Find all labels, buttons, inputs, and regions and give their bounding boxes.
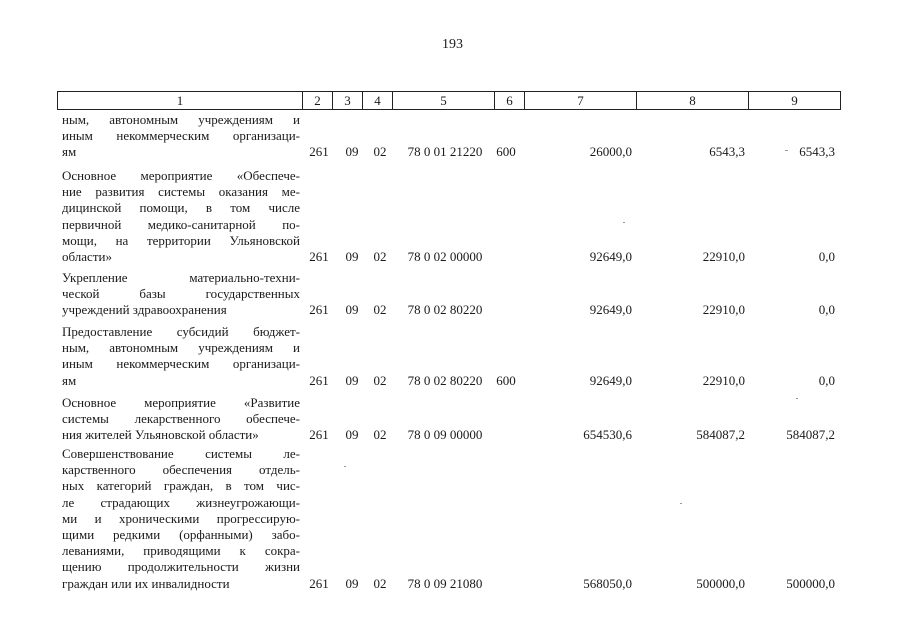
description-line: первичной медико-санитарной по-	[62, 216, 300, 232]
amount-col9: 6543,3	[799, 144, 835, 160]
table-row	[57, 112, 857, 161]
gr-code: 261	[309, 575, 329, 591]
row-description	[62, 395, 300, 444]
column-header-2: 2	[303, 92, 333, 110]
description-line: ным, автономным учреждениям и	[62, 112, 300, 127]
section-code: 09	[345, 427, 359, 443]
description-line: ным, автономным учреждениям и	[62, 340, 300, 356]
row-description	[62, 168, 300, 265]
description-line: Основное мероприятие «Обеспече-	[62, 168, 300, 183]
amount-col8: 584087,2	[696, 427, 745, 443]
gr-code: 261	[309, 144, 329, 160]
description-line: мощи, на территории Ульяновской	[62, 232, 300, 248]
description-line: иным некоммерческим организаци-	[62, 356, 300, 372]
description-line: области»	[62, 248, 112, 264]
description-line: Совершенствование системы ле-	[62, 446, 300, 461]
section-code: 09	[345, 302, 359, 318]
amount-col7: 92649,0	[589, 249, 632, 264]
amount-col9: 500000,0	[786, 575, 835, 591]
column-header-6: 6	[495, 92, 525, 110]
section-code: 09	[345, 372, 359, 388]
row-description	[62, 324, 300, 389]
column-header-5: 5	[393, 92, 495, 110]
amount-col8: 6543,3	[709, 144, 745, 160]
description-line: ческой базы государственных	[62, 286, 300, 302]
subsection-code: 02	[373, 144, 387, 160]
target-article: 78 0 02 80220	[407, 302, 483, 318]
subsection-code: 02	[373, 249, 387, 264]
scan-speck	[796, 398, 798, 399]
column-header-1: 1	[58, 92, 303, 110]
description-line: Укрепление материально-техни-	[62, 270, 300, 285]
section-code: 09	[345, 144, 359, 160]
description-line: ния жителей Ульяновской области»	[62, 427, 259, 443]
description-line: щению продолжительности жизни	[62, 559, 300, 575]
amount-col7: 568050,0	[583, 575, 632, 591]
description-line: ям	[62, 144, 77, 160]
amount-col9: 0,0	[818, 372, 835, 388]
table-row	[57, 270, 857, 319]
description-line: учреждений здравоохранения	[62, 302, 227, 318]
description-line: ми и хроническими прогрессирую-	[62, 510, 300, 526]
target-article: 78 0 02 00000	[407, 249, 483, 264]
column-header-4: 4	[363, 92, 393, 110]
amount-col7: 92649,0	[589, 302, 632, 318]
subsection-code: 02	[373, 427, 387, 443]
description-line: иным некоммерческим организаци-	[62, 128, 300, 144]
row-description	[62, 270, 300, 319]
target-article: 78 0 09 21080	[407, 575, 483, 591]
description-line: дицинской помощи, в том числе	[62, 200, 300, 216]
amount-col7: 654530,6	[583, 427, 632, 443]
description-line: Предоставление субсидий бюджет-	[62, 324, 300, 339]
gr-code: 261	[309, 249, 329, 264]
row-description	[62, 112, 300, 161]
target-article: 78 0 02 80220	[407, 372, 483, 388]
amount-col9: 0,0	[818, 249, 835, 264]
description-line: карственного обеспечения отдель-	[62, 462, 300, 478]
description-line: ние развития системы оказания ме-	[62, 184, 300, 200]
table-row	[57, 395, 857, 444]
section-code: 09	[345, 575, 359, 591]
amount-col7: 26000,0	[589, 144, 632, 160]
description-line: ле страдающих жизнеугрожающи-	[62, 494, 300, 510]
section-code: 09	[345, 249, 359, 264]
gr-code: 261	[309, 372, 329, 388]
amount-col9: 584087,2	[786, 427, 835, 443]
description-line: щими редкими (орфанными) забо-	[62, 526, 300, 542]
page-number: 193	[442, 37, 463, 52]
target-article: 78 0 09 00000	[407, 427, 483, 443]
subsection-code: 02	[373, 302, 387, 318]
gr-code: 261	[309, 427, 329, 443]
description-line: системы лекарственного обеспече-	[62, 411, 300, 427]
gr-code: 261	[309, 302, 329, 318]
description-line: ям	[62, 372, 77, 388]
amount-col9: 0,0	[818, 302, 835, 318]
scan-speck	[344, 466, 346, 467]
table-row	[57, 168, 857, 265]
expense-type: 600	[496, 144, 516, 160]
column-header-row	[57, 91, 841, 110]
column-header-9: 9	[749, 92, 841, 110]
amount-col8: 500000,0	[696, 575, 745, 591]
amount-col7: 92649,0	[589, 372, 632, 388]
table-row	[57, 324, 857, 389]
description-line: леваниями, приводящими к сокра-	[62, 543, 300, 559]
subsection-code: 02	[373, 372, 387, 388]
table-row	[57, 446, 857, 592]
description-line: Основное мероприятие «Развитие	[62, 395, 300, 410]
scan-speck	[785, 150, 788, 151]
amount-col8: 22910,0	[702, 249, 745, 264]
description-line: ных категорий граждан, в том чис-	[62, 478, 300, 494]
target-article: 78 0 01 21220	[407, 144, 483, 160]
description-line: граждан или их инвалидности	[62, 575, 230, 591]
scan-speck	[680, 503, 682, 504]
expense-type: 600	[496, 372, 516, 388]
column-header-7: 7	[525, 92, 637, 110]
amount-col8: 22910,0	[702, 302, 745, 318]
column-header-3: 3	[333, 92, 363, 110]
row-description	[62, 446, 300, 592]
column-header-8: 8	[637, 92, 749, 110]
amount-col8: 22910,0	[702, 372, 745, 388]
scan-speck	[623, 222, 625, 223]
subsection-code: 02	[373, 575, 387, 591]
